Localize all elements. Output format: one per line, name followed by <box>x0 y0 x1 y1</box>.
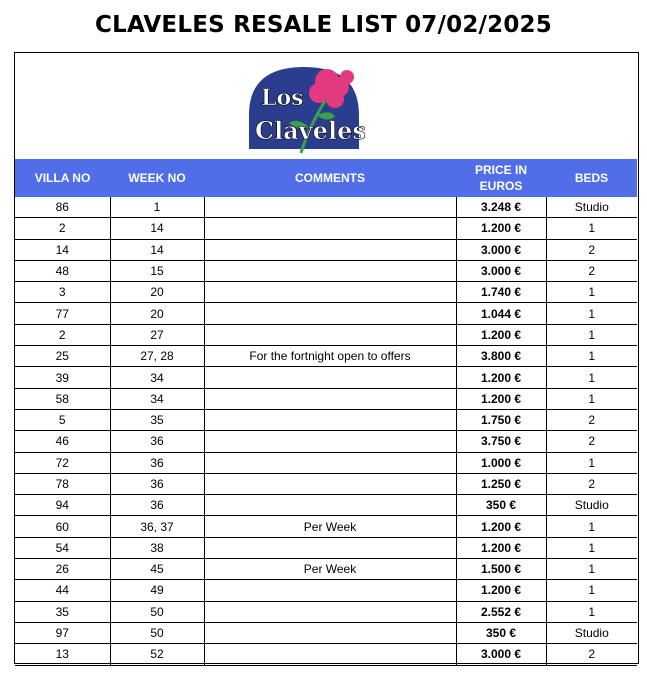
beds-cell: 2 <box>546 409 637 430</box>
header-price-line2: EUROS <box>479 179 523 193</box>
comments-cell <box>204 239 456 260</box>
price-cell: 1.200 € <box>456 367 546 388</box>
villa-no-cell: 35 <box>15 601 110 622</box>
villa-no-cell: 78 <box>15 473 110 494</box>
comments-cell <box>204 601 456 622</box>
table-row <box>15 239 637 260</box>
table-row <box>15 346 637 367</box>
comments-cell <box>204 409 456 430</box>
beds-cell: 1 <box>546 303 637 324</box>
price-cell: 350 € <box>456 622 546 643</box>
table-row <box>15 601 637 622</box>
week-no-cell: 50 <box>110 622 204 643</box>
week-no-cell: 36 <box>110 473 204 494</box>
villa-no-cell: 44 <box>15 580 110 601</box>
price-cell: 1.200 € <box>456 516 546 537</box>
villa-no-cell: 3 <box>15 282 110 303</box>
villa-no-cell: 5 <box>15 409 110 430</box>
header-comments: COMMENTS <box>204 159 456 197</box>
villa-no-cell: 77 <box>15 303 110 324</box>
table-row <box>15 644 637 665</box>
price-cell: 350 € <box>456 495 546 516</box>
week-no-cell: 50 <box>110 601 204 622</box>
beds-cell: 1 <box>546 516 637 537</box>
price-cell: 1.750 € <box>456 409 546 430</box>
beds-cell: 1 <box>546 580 637 601</box>
price-cell: 1.000 € <box>456 452 546 473</box>
beds-cell: 1 <box>546 346 637 367</box>
comments-cell <box>204 260 456 281</box>
week-no-cell: 27 <box>110 324 204 345</box>
beds-cell: 2 <box>546 644 637 665</box>
beds-cell: 1 <box>546 388 637 409</box>
table-row <box>15 495 637 516</box>
villa-no-cell: 60 <box>15 516 110 537</box>
villa-no-cell: 86 <box>15 197 110 218</box>
villa-no-cell: 39 <box>15 367 110 388</box>
comments-cell <box>204 473 456 494</box>
logo-text-claveles: Claveles <box>255 116 366 145</box>
comments-cell <box>204 324 456 345</box>
comments-cell: Per Week <box>204 516 456 537</box>
beds-cell: 1 <box>546 537 637 558</box>
villa-no-cell: 46 <box>15 431 110 452</box>
week-no-cell: 14 <box>110 218 204 239</box>
villa-no-cell: 94 <box>15 495 110 516</box>
beds-cell: 2 <box>546 473 637 494</box>
beds-cell: 2 <box>546 431 637 452</box>
week-no-cell: 36 <box>110 452 204 473</box>
price-cell: 3.248 € <box>456 197 546 218</box>
week-no-cell: 1 <box>110 197 204 218</box>
week-no-cell: 20 <box>110 303 204 324</box>
comments-cell <box>204 282 456 303</box>
villa-no-cell: 58 <box>15 388 110 409</box>
price-cell: 3.000 € <box>456 239 546 260</box>
header-price-line1: PRICE IN <box>474 163 527 177</box>
week-no-cell: 20 <box>110 282 204 303</box>
table-row <box>15 282 637 303</box>
villa-no-cell: 48 <box>15 260 110 281</box>
week-no-cell: 36 <box>110 495 204 516</box>
week-no-cell: 49 <box>110 580 204 601</box>
week-no-cell: 34 <box>110 367 204 388</box>
header-week-no: WEEK NO <box>110 159 204 197</box>
villa-no-cell: 26 <box>15 559 110 580</box>
header-beds: BEDS <box>546 159 637 197</box>
table-row <box>15 409 637 430</box>
price-cell: 1.200 € <box>456 388 546 409</box>
price-cell: 1.200 € <box>456 537 546 558</box>
table-row <box>15 622 637 643</box>
table-row <box>15 559 637 580</box>
table-row <box>15 388 637 409</box>
villa-no-cell: 72 <box>15 452 110 473</box>
los-claveles-logo <box>239 57 369 157</box>
beds-cell: Studio <box>546 197 637 218</box>
beds-cell: 1 <box>546 601 637 622</box>
price-cell: 3.750 € <box>456 431 546 452</box>
page-title: CLAVELES RESALE LIST 07/02/2025 <box>95 12 552 38</box>
table-row <box>15 367 637 388</box>
beds-cell: 2 <box>546 239 637 260</box>
beds-cell: Studio <box>546 495 637 516</box>
table-row <box>15 303 637 324</box>
price-cell: 1.200 € <box>456 324 546 345</box>
price-cell: 1.200 € <box>456 218 546 239</box>
week-no-cell: 52 <box>110 644 204 665</box>
week-no-cell: 34 <box>110 388 204 409</box>
villa-no-cell: 13 <box>15 644 110 665</box>
comments-cell <box>204 367 456 388</box>
table-row <box>15 452 637 473</box>
table-row <box>15 218 637 239</box>
villa-no-cell: 97 <box>15 622 110 643</box>
table-row <box>15 260 637 281</box>
header-price <box>456 159 546 197</box>
table-row <box>15 473 637 494</box>
comments-cell <box>204 388 456 409</box>
week-no-cell: 15 <box>110 260 204 281</box>
table-row <box>15 197 637 218</box>
comments-cell <box>204 197 456 218</box>
beds-cell: 1 <box>546 282 637 303</box>
price-cell: 1.200 € <box>456 580 546 601</box>
table-row <box>15 580 637 601</box>
price-cell: 3.000 € <box>456 644 546 665</box>
comments-cell <box>204 303 456 324</box>
villa-no-cell: 25 <box>15 346 110 367</box>
price-cell: 3.000 € <box>456 260 546 281</box>
comments-cell <box>204 580 456 601</box>
table-row <box>15 537 637 558</box>
price-cell: 2.552 € <box>456 601 546 622</box>
beds-cell: 1 <box>546 218 637 239</box>
table-row <box>15 431 637 452</box>
comments-cell <box>204 622 456 643</box>
table-row <box>15 324 637 345</box>
beds-cell: Studio <box>546 622 637 643</box>
comments-cell <box>204 218 456 239</box>
price-cell: 1.250 € <box>456 473 546 494</box>
resale-table <box>15 159 637 666</box>
header-villa-no: VILLA NO <box>15 159 110 197</box>
week-no-cell: 38 <box>110 537 204 558</box>
comments-cell <box>204 495 456 516</box>
comments-cell <box>204 537 456 558</box>
table-row <box>15 516 637 537</box>
resale-list-frame <box>14 52 639 664</box>
week-no-cell: 45 <box>110 559 204 580</box>
price-cell: 1.500 € <box>456 559 546 580</box>
logo-text-los: Los <box>261 85 304 111</box>
week-no-cell: 14 <box>110 239 204 260</box>
week-no-cell: 36, 37 <box>110 516 204 537</box>
week-no-cell: 35 <box>110 409 204 430</box>
comments-cell <box>204 431 456 452</box>
comments-cell <box>204 644 456 665</box>
beds-cell: 1 <box>546 559 637 580</box>
beds-cell: 1 <box>546 452 637 473</box>
villa-no-cell: 2 <box>15 218 110 239</box>
villa-no-cell: 2 <box>15 324 110 345</box>
beds-cell: 1 <box>546 324 637 345</box>
villa-no-cell: 14 <box>15 239 110 260</box>
comments-cell: Per Week <box>204 559 456 580</box>
beds-cell: 1 <box>546 367 637 388</box>
price-cell: 3.800 € <box>456 346 546 367</box>
price-cell: 1.044 € <box>456 303 546 324</box>
comments-cell <box>204 452 456 473</box>
table-header-row <box>15 159 637 197</box>
price-cell: 1.740 € <box>456 282 546 303</box>
villa-no-cell: 54 <box>15 537 110 558</box>
beds-cell: 2 <box>546 260 637 281</box>
week-no-cell: 36 <box>110 431 204 452</box>
week-no-cell: 27, 28 <box>110 346 204 367</box>
comments-cell: For the fortnight open to offers <box>204 346 456 367</box>
